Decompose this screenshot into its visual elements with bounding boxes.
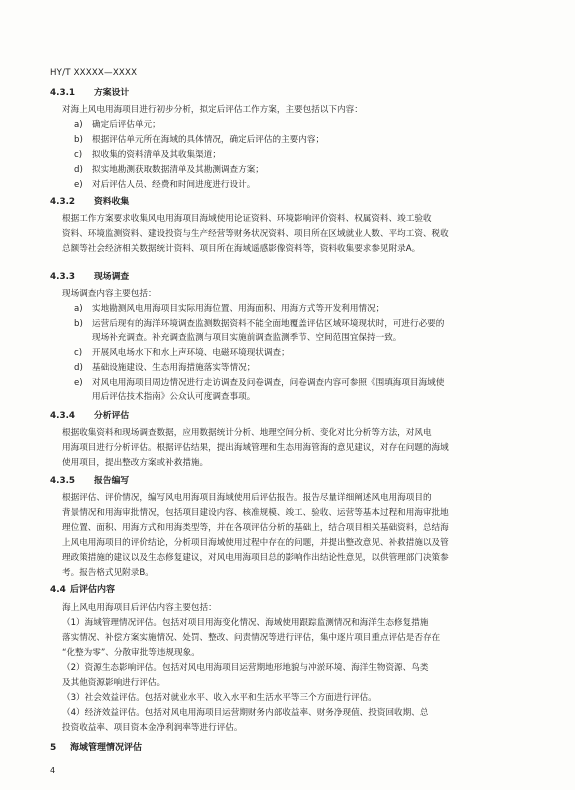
list-item: c) 拟收集的资料清单及其收集渠道；	[74, 150, 221, 160]
paragraph-line: 理位置、面积、用海方式和用海类型等，并在各项评估分析的基础上，结合项目相关基础资料，总结海	[62, 523, 449, 533]
heading-4-3-4	[50, 410, 129, 423]
list-item: b) 根据评估单元所在海域的具体情况，确定后评估的主要内容；	[74, 135, 325, 145]
section-number: 4.3.4	[50, 411, 76, 421]
section-title: 报告编写	[94, 476, 130, 486]
paragraph-line: 及其他资源影响进行评估。	[62, 678, 166, 688]
paragraph-line: （2）资源生态影响评估。包括对风电用海项目运营期地形地貌与冲淤环境、海洋生物资源、鸟类	[62, 663, 429, 673]
section-number: 4.3.5	[50, 476, 76, 486]
heading-4-3-3	[50, 271, 129, 284]
paragraph-line: 理政策措施的建议以及生态修复建议，对风电用海项目总的影响作出结论性意见，以供管理部门决策参	[62, 553, 449, 563]
list-item: c) 开展风电场水下和水上声环境、电磁环境现状调查；	[74, 348, 290, 358]
paragraph-line: 落实情况、补偿方案实施情况、处罚、整改、问责情况等进行评估，集中逐片项目重点评估是否存在	[62, 633, 441, 643]
paragraph-line: 总额等社会经济相关数据统计资料、项目所在海域遥感影像资料等，资料收集要求参见附录A。	[62, 244, 421, 254]
s433-intro: 现场调查内容主要包括：	[62, 289, 157, 299]
heading-5	[50, 742, 142, 755]
section-number: 4.3.1	[50, 88, 76, 98]
paragraph-line: 背景情况和用海审批情况，包括项目建设内容、核准规模、竣工、验收、运营等基本过程和用海审批地	[62, 508, 449, 518]
paragraph-line: 上风电用海项目的评价结论，分析项目海域使用过程中存在的问题，并提出整改意见、补救措施以及管	[62, 538, 449, 548]
s44-intro: 海上风电用海项目后评估内容主要包括：	[62, 603, 217, 613]
section-title: 后评估内容	[70, 585, 116, 595]
page-number: 4	[50, 766, 56, 775]
standard-code: HY/T XXXXX—XXXX	[50, 68, 138, 78]
paragraph-line: 根据收集资料和现场调查数据，应用数据统计分析、地理空间分析、变化对比分析等方法，对风电	[62, 428, 432, 438]
section-title: 海域管理情况评估	[70, 743, 143, 753]
list-item: e) 对后评估人员、经费和时间进度进行设计。	[74, 180, 256, 190]
list-item: a) 确定后评估单元；	[74, 120, 161, 130]
heading-4-3-2	[50, 196, 129, 209]
list-item: d) 拟实地勘测获取数据清单及其勘测调查方案；	[74, 165, 264, 175]
list-item: a) 实地勘测风电用海项目实际用海位置、用海面积、用海方式等开发利用情况；	[74, 304, 385, 314]
paragraph-line: 根据工作方案要求收集风电用海项目海域使用论证资料、环境影响评价资料、权属资料、竣工验收	[62, 214, 432, 224]
section-number: 4.3.2	[50, 197, 76, 207]
list-item: d) 基础设施建设、生态用海措施落实等情况；	[74, 363, 256, 373]
paragraph-line: 用海项目进行分析评估。根据评估结果，提出海域管理和生态用海管海的意见建议，对存在问题的海域	[62, 443, 449, 453]
paragraph-line: （4）经济效益评估。包括对风电用海项目运营期财务内部收益率、财务净现值、投资回收期、总	[62, 708, 429, 718]
section-title: 分析评估	[94, 411, 130, 421]
paragraph-line: （3）社会效益评估。包括对就业水平、收入水平和生活水平等三个方面进行评估。	[62, 693, 377, 703]
paragraph-line: 投资收益率、项目资本金净利润率等进行评估。	[62, 723, 243, 733]
paragraph-line: “化整为零”、分散审批等违规现象。	[62, 648, 200, 658]
paragraph-line: 资料、环境监测资料、建设投资与生产经营等财务状况资料、项目所在区域就业人数、平均工资、税收	[62, 229, 449, 239]
paragraph-line: 根据评估、评价情况，编写风电用海项目海域使用后评估报告。报告尽量详细阐述风电用海项目的	[62, 493, 432, 503]
paragraph-line: 使用项目，提出整改方案或补救措施。	[62, 458, 209, 468]
section-number: 5	[50, 743, 57, 753]
heading-4-3-1	[50, 87, 129, 100]
paragraph-line: 考。报告格式见附录B。	[62, 568, 154, 578]
list-item-continuation: 现场补充调查。补充调查监测与项目实施前调查监测季节、空间范围宜保持一致。	[92, 333, 402, 343]
heading-4-3-5	[50, 475, 129, 488]
list-item: b) 运营后现有的海洋环境调查监测数据资料不能全面地覆盖评估区域环境现状时，可进行必要的	[74, 319, 445, 329]
section-number: 4.3.3	[50, 272, 76, 282]
s431-intro: 对海上风电用海项目进行初步分析，拟定后评估工作方案，主要包括以下内容：	[62, 105, 363, 115]
list-item-continuation: 用后评估技术指南》公众认可度调查事项。	[92, 392, 256, 402]
list-item: e) 对风电用海项目周边情况进行走访调查及问卷调查，问卷调查内容可参照《围填海项目海域使	[74, 378, 445, 388]
section-number: 4.4	[50, 585, 66, 595]
section-title: 资料收集	[94, 197, 130, 207]
section-title: 方案设计	[94, 88, 130, 98]
section-title: 现场调查	[94, 272, 130, 282]
heading-4-4	[50, 584, 115, 597]
paragraph-line: （1）海域管理情况评估。包括对项目用海变化情况、海域使用跟踪监测情况和海洋生态修复措施	[62, 618, 429, 628]
